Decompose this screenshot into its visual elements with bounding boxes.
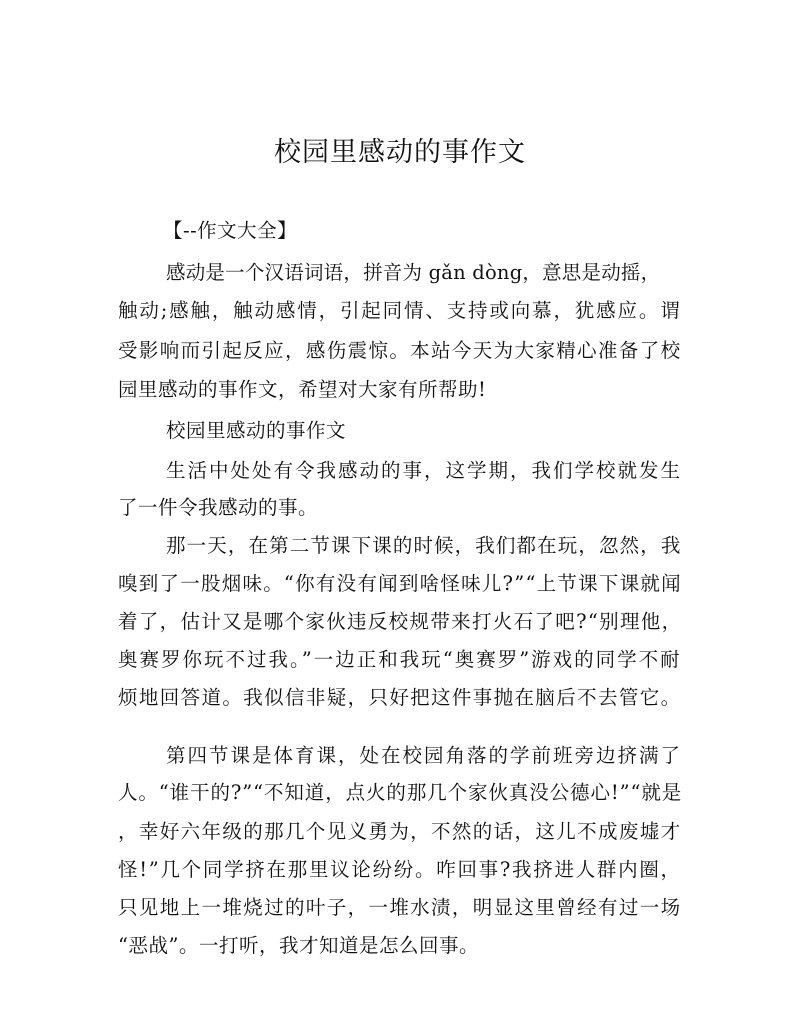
intro-line-1: 感动是一个汉语词语，拼音为 gǎn dòng，意思是动摇， — [166, 261, 661, 284]
para1-line-1: 生活中处处有令我感动的事，这学期，我们学校就发生 — [166, 459, 683, 482]
intro-line-4: 园里感动的事作文，希望对大家有所帮助! — [118, 378, 487, 401]
para3-line-5: 只见地上一堆烧过的叶子，一堆水渍，明显这里曾经有过一场 — [118, 896, 682, 919]
intro-line-3: 受影响而引起反应，感伤震惊。本站今天为大家精心准备了校 — [118, 339, 682, 362]
para2-line-3: 着了，估计又是哪个家伙违反校规带来打火石了吧?“别理他， — [118, 610, 683, 633]
para3-line-2: 人。“谁干的?”“不知道，点火的那几个家伙真没公德心!”“就是 — [118, 781, 683, 804]
category-tag: 【--作文大全】 — [163, 219, 298, 242]
essay-subtitle: 校园里感动的事作文 — [166, 419, 347, 442]
para3-line-1: 第四节课是体育课，处在校园角落的学前班旁边挤满了 — [166, 744, 683, 767]
para3-line-4: 怪!”几个同学挤在那里议论纷纷。咋回事?我挤进人群内圈， — [118, 858, 682, 881]
document-title: 校园里感动的事作文 — [274, 137, 526, 168]
para2-line-4: 奥赛罗你玩不过我。”一边正和我玩“奥赛罗”游戏的同学不耐 — [118, 648, 682, 671]
para3-line-3: ，幸好六年级的那几个见义勇为，不然的话，这儿不成废墟才 — [118, 820, 682, 843]
para2-line-5: 烦地回答道。我似信非疑，只好把这件事抛在脑后不去管它。 — [118, 686, 682, 709]
para2-line-1: 那一天，在第二节课下课的时候，我们都在玩，忽然，我 — [166, 534, 682, 557]
para2-line-2: 嗅到了一股烟味。“你有没有闻到啥怪味儿?”“上节课下课就闻 — [118, 572, 682, 595]
para3-line-6: “恶战”。一打听，我才知道是怎么回事。 — [118, 934, 479, 957]
para1-line-2: 了一件令我感动的事。 — [118, 496, 319, 519]
intro-line-2: 触动;感触，触动感情，引起同情、支持或向慕，犹感应。谓 — [118, 299, 682, 322]
